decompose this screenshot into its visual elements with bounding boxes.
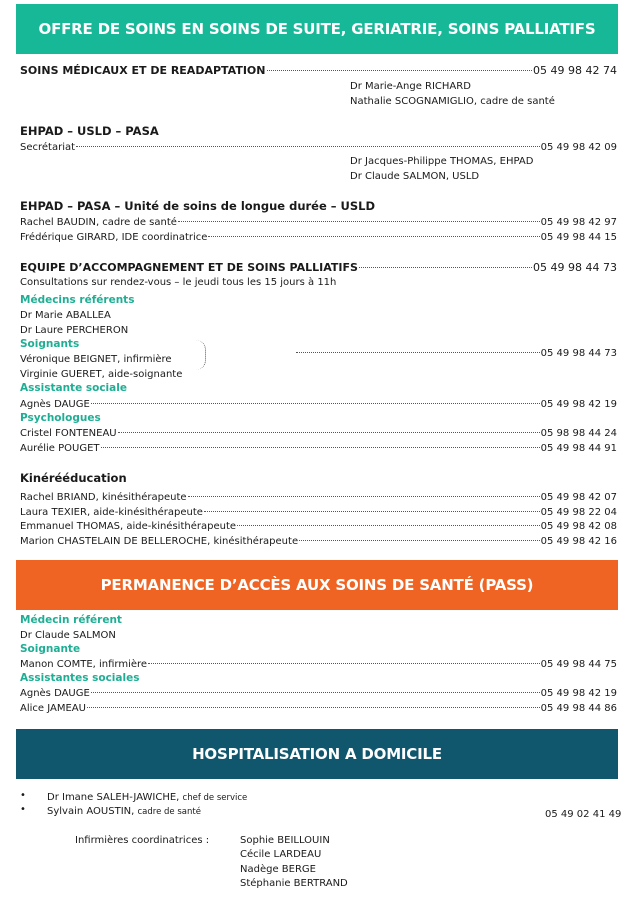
coord-name: Cécile LARDEAU bbox=[240, 849, 322, 860]
coord-name: Nadège BERGE bbox=[240, 864, 316, 875]
cadre-name: Sylvain AOUSTIN, bbox=[47, 806, 135, 817]
contact-phone[interactable]: 05 49 98 44 91 bbox=[540, 443, 617, 454]
medecins-label: Médecins référents bbox=[20, 294, 135, 306]
contact-name: Marion CHASTELAIN DE BELLEROCHE, kinésithérapeute bbox=[20, 536, 299, 547]
contact-name: Cristel FONTENEAU bbox=[20, 428, 117, 439]
chef-role: chef de service bbox=[182, 793, 248, 803]
leader-dots bbox=[188, 496, 540, 497]
ehpad2-row bbox=[20, 215, 617, 230]
contact-phone[interactable]: 05 49 98 44 75 bbox=[540, 659, 617, 670]
kine-row bbox=[20, 490, 617, 505]
pass-assist-row bbox=[20, 686, 617, 701]
pass-soignante-label: Soignante bbox=[20, 643, 81, 655]
soignant-name: Véronique BEIGNET, infirmière bbox=[20, 354, 172, 365]
easp-note: Consultations sur rendez-vous – le jeudi tous les 15 jours à 11h bbox=[20, 277, 337, 288]
had-cadre bbox=[47, 804, 201, 820]
contact-phone[interactable]: 05 49 98 44 15 bbox=[540, 232, 617, 243]
contact-phone[interactable]: 05 49 98 42 16 bbox=[540, 536, 617, 547]
psy-label: Psychologues bbox=[20, 412, 101, 424]
medecin-name: Dr Laure PERCHERON bbox=[20, 325, 129, 336]
soignants-phone[interactable]: 05 49 98 44 73 bbox=[540, 348, 617, 359]
soignants-label: Soignants bbox=[20, 338, 80, 350]
contact-name: Emmanuel THOMAS, aide-kinésithérapeute bbox=[20, 521, 237, 532]
contact-phone[interactable]: 05 49 98 22 04 bbox=[540, 507, 617, 518]
leader-dots bbox=[178, 221, 540, 222]
psy-row bbox=[20, 426, 617, 441]
smr-staff-2: Nathalie SCOGNAMIGLIO, cadre de santé bbox=[350, 96, 555, 107]
contact-name: Manon COMTE, infirmière bbox=[20, 659, 148, 670]
leader-dots bbox=[359, 267, 532, 268]
banner-had: HOSPITALISATION A DOMICILE bbox=[16, 729, 618, 779]
contact-phone[interactable]: 05 49 98 42 97 bbox=[540, 217, 617, 228]
leader-dots bbox=[91, 403, 540, 404]
bullet-icon: • bbox=[20, 804, 26, 815]
contact-phone[interactable]: 05 49 98 42 19 bbox=[540, 688, 617, 699]
contact-name: Rachel BAUDIN, cadre de santé bbox=[20, 217, 177, 228]
leader-dots bbox=[208, 236, 539, 237]
smr-staff-1: Dr Marie-Ange RICHARD bbox=[350, 81, 471, 92]
leader-dots bbox=[299, 540, 540, 541]
psy-row bbox=[20, 441, 617, 456]
leader-dots bbox=[101, 447, 540, 448]
coord-name: Sophie BEILLOUIN bbox=[240, 835, 330, 846]
medecin-name: Dr Marie ABALLEA bbox=[20, 310, 111, 321]
pass-medecin: Dr Claude SALMON bbox=[20, 630, 116, 641]
pass-medecin-label: Médecin référent bbox=[20, 614, 122, 626]
secretariat-label: Secrétariat bbox=[20, 142, 76, 153]
banner-ssr: OFFRE DE SOINS EN SOINS DE SUITE, GERIATRIE, SOINS PALLIATIFS bbox=[16, 4, 618, 54]
assistante-row bbox=[20, 397, 617, 412]
easp-phone[interactable]: 05 49 98 44 73 bbox=[533, 261, 617, 274]
kine-row bbox=[20, 534, 617, 549]
leader-dots bbox=[118, 432, 540, 433]
contact-name: Aurélie POUGET bbox=[20, 443, 100, 454]
soignant-name: Virginie GUERET, aide-soignante bbox=[20, 369, 183, 380]
contact-name: Agnès DAUGE bbox=[20, 399, 90, 410]
ehpad-secretariat-row bbox=[20, 140, 617, 155]
coord-name: Stéphanie BERTRAND bbox=[240, 878, 348, 889]
kine-title: Kinérééducation bbox=[20, 471, 127, 485]
leader-dots bbox=[296, 352, 540, 353]
soignants-phone-row bbox=[295, 346, 617, 361]
contact-name: Agnès DAUGE bbox=[20, 688, 90, 699]
leader-dots bbox=[87, 707, 540, 708]
leader-dots bbox=[76, 146, 540, 147]
leader-dots bbox=[267, 70, 533, 71]
had-phone[interactable]: 05 49 02 41 49 bbox=[545, 809, 622, 820]
contact-name: Alice JAMEAU bbox=[20, 703, 86, 714]
smr-phone[interactable]: 05 49 98 42 74 bbox=[533, 64, 617, 77]
pass-assist-label: Assistantes sociales bbox=[20, 672, 140, 684]
smr-title: SOINS MÉDICAUX ET DE READAPTATION bbox=[20, 64, 266, 77]
easp-row bbox=[20, 260, 617, 275]
chef-name: Dr Imane SALEH-JAWICHE, bbox=[47, 792, 180, 803]
contact-phone[interactable]: 05 49 98 42 08 bbox=[540, 521, 617, 532]
cadre-role: cadre de santé bbox=[137, 807, 201, 817]
coord-label: Infirmières coordinatrices : bbox=[75, 835, 210, 846]
banner-pass: PERMANENCE D’ACCÈS AUX SOINS DE SANTÉ (PASS) bbox=[16, 560, 618, 610]
leader-dots bbox=[237, 525, 540, 526]
contact-name: Laura TEXIER, aide-kinésithérapeute bbox=[20, 507, 203, 518]
contact-name: Frédérique GIRARD, IDE coordinatrice bbox=[20, 232, 208, 243]
smr-row bbox=[20, 63, 617, 78]
ehpad-title: EHPAD – USLD – PASA bbox=[20, 124, 159, 138]
kine-row bbox=[20, 505, 617, 520]
secretariat-phone[interactable]: 05 49 98 42 09 bbox=[540, 142, 617, 153]
easp-title: EQUIPE D’ACCOMPAGNEMENT ET DE SOINS PALLIATIFS bbox=[20, 261, 358, 274]
leader-dots bbox=[204, 511, 540, 512]
ehpad-staff-1: Dr Jacques-Philippe THOMAS, EHPAD bbox=[350, 156, 534, 167]
contact-phone[interactable]: 05 49 98 44 86 bbox=[540, 703, 617, 714]
contact-phone[interactable]: 05 98 98 44 24 bbox=[540, 428, 617, 439]
ehpad2-title: EHPAD – PASA – Unité de soins de longue durée – USLD bbox=[20, 199, 376, 213]
kine-row bbox=[20, 519, 617, 534]
contact-phone[interactable]: 05 49 98 42 19 bbox=[540, 399, 617, 410]
ehpad2-row bbox=[20, 230, 617, 245]
assistante-label: Assistante sociale bbox=[20, 382, 127, 394]
bullet-icon: • bbox=[20, 790, 26, 801]
pass-assist-row bbox=[20, 701, 617, 716]
leader-dots bbox=[91, 692, 540, 693]
pass-soignante-row bbox=[20, 657, 617, 672]
leader-dots bbox=[148, 663, 540, 664]
ehpad-staff-2: Dr Claude SALMON, USLD bbox=[350, 171, 480, 182]
brace-decoration bbox=[196, 340, 206, 370]
contact-name: Rachel BRIAND, kinésithérapeute bbox=[20, 492, 187, 503]
contact-phone[interactable]: 05 49 98 42 07 bbox=[540, 492, 617, 503]
